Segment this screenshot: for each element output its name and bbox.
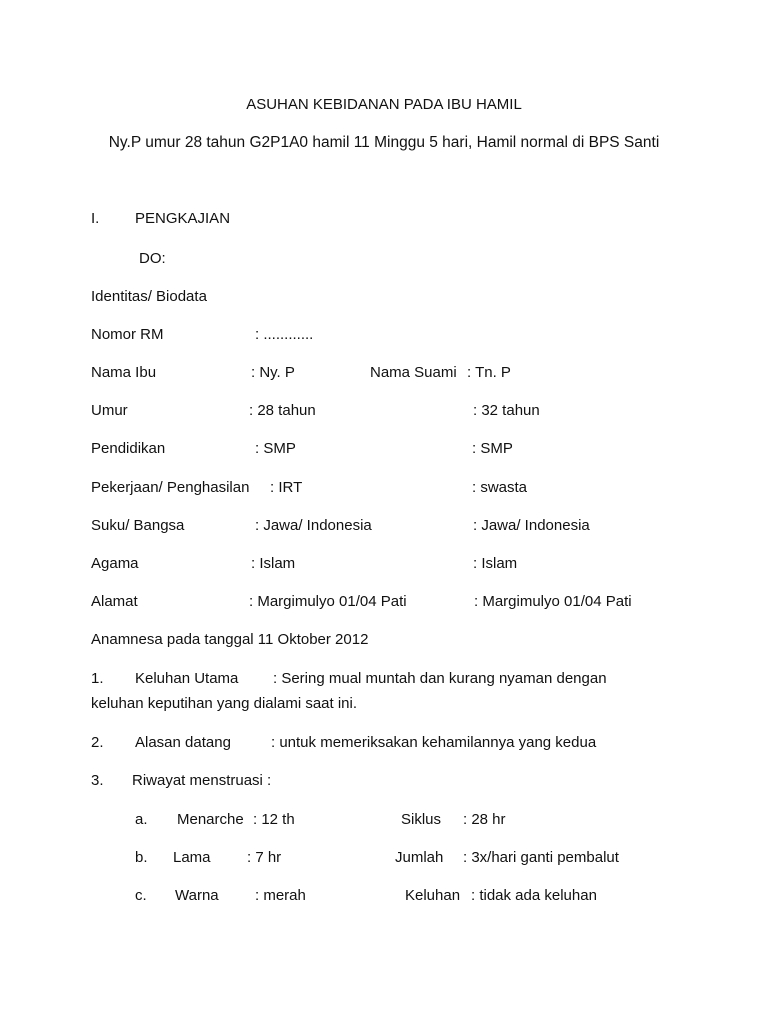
pendidikan-label: Pendidikan	[91, 440, 166, 457]
alasan-label: Alasan datang	[135, 734, 231, 751]
anamnesa-date: Anamnesa pada tanggal 11 Oktober 2012	[91, 631, 369, 648]
keluhan-value: : Sering mual muntah dan kurang nyaman dengan	[273, 670, 607, 687]
pekerjaan-suami-value: : swasta	[472, 479, 528, 496]
identitas-heading: Identitas/ Biodata	[91, 288, 207, 305]
suku-label: Suku/ Bangsa	[91, 517, 185, 534]
document-subtitle: Ny.P umur 28 tahun G2P1A0 hamil 11 Minggu 5 hari, Hamil normal di BPS Santi	[108, 134, 660, 151]
keluhan-label: Keluhan Utama	[135, 670, 239, 687]
alasan-number: 2.	[91, 734, 104, 751]
alamat-ibu-value: : Margimulyo 01/04 Pati	[249, 593, 407, 610]
agama-label: Agama	[91, 555, 139, 572]
nama-ibu-value: : Ny. P	[251, 364, 295, 381]
section-number: I.	[91, 210, 100, 227]
suku-ibu-value: : Jawa/ Indonesia	[255, 517, 372, 534]
alamat-label: Alamat	[91, 593, 138, 610]
lama-label: Lama	[173, 849, 211, 866]
agama-ibu-value: : Islam	[251, 555, 296, 572]
do-label: DO:	[139, 250, 166, 267]
nomor-rm-label: Nomor RM	[91, 326, 164, 343]
keluhan-menstruasi-label: Keluhan	[405, 887, 461, 904]
menstruasi-letter: b.	[135, 849, 148, 866]
siklus-value: : 28 hr	[463, 811, 506, 828]
umur-label: Umur	[91, 402, 128, 419]
document-title: ASUHAN KEBIDANAN PADA IBU HAMIL	[246, 96, 522, 113]
section-title: PENGKAJIAN	[135, 210, 231, 227]
siklus-label: Siklus	[401, 811, 442, 828]
menstruasi-letter: a.	[135, 811, 148, 828]
suku-suami-value: : Jawa/ Indonesia	[473, 517, 590, 534]
alasan-value: : untuk memeriksakan kehamilannya yang kedua	[271, 734, 597, 751]
warna-value: : merah	[255, 887, 306, 904]
nama-suami-value: : Tn. P	[467, 364, 511, 381]
menarche-label: Menarche	[177, 811, 244, 828]
keluhan-number: 1.	[91, 670, 104, 687]
nama-suami-label: Nama Suami	[370, 364, 457, 381]
pendidikan-ibu-value: : SMP	[255, 440, 296, 457]
keluhan-continuation: keluhan keputihan yang dialami saat ini.	[91, 695, 358, 712]
menarche-value: : 12 th	[253, 811, 295, 828]
umur-ibu-value: : 28 tahun	[249, 402, 316, 419]
pendidikan-suami-value: : SMP	[472, 440, 513, 457]
alamat-suami-value: : Margimulyo 01/04 Pati	[474, 593, 632, 610]
umur-suami-value: : 32 tahun	[473, 402, 540, 419]
jumlah-label: Jumlah	[395, 849, 444, 866]
pekerjaan-label: Pekerjaan/ Penghasilan	[91, 479, 250, 496]
jumlah-value: : 3x/hari ganti pembalut	[463, 849, 619, 866]
agama-suami-value: : Islam	[473, 555, 518, 572]
menstruasi-letter: c.	[135, 887, 147, 904]
lama-value: : 7 hr	[247, 849, 282, 866]
keluhan-menstruasi-value: : tidak ada keluhan	[471, 887, 597, 904]
pekerjaan-ibu-value: : IRT	[270, 479, 303, 496]
nama-ibu-label: Nama Ibu	[91, 364, 157, 381]
warna-label: Warna	[175, 887, 219, 904]
riwayat-number: 3.	[91, 772, 104, 789]
nomor-rm-value: : ............	[255, 326, 314, 343]
riwayat-label: Riwayat menstruasi :	[132, 772, 272, 789]
